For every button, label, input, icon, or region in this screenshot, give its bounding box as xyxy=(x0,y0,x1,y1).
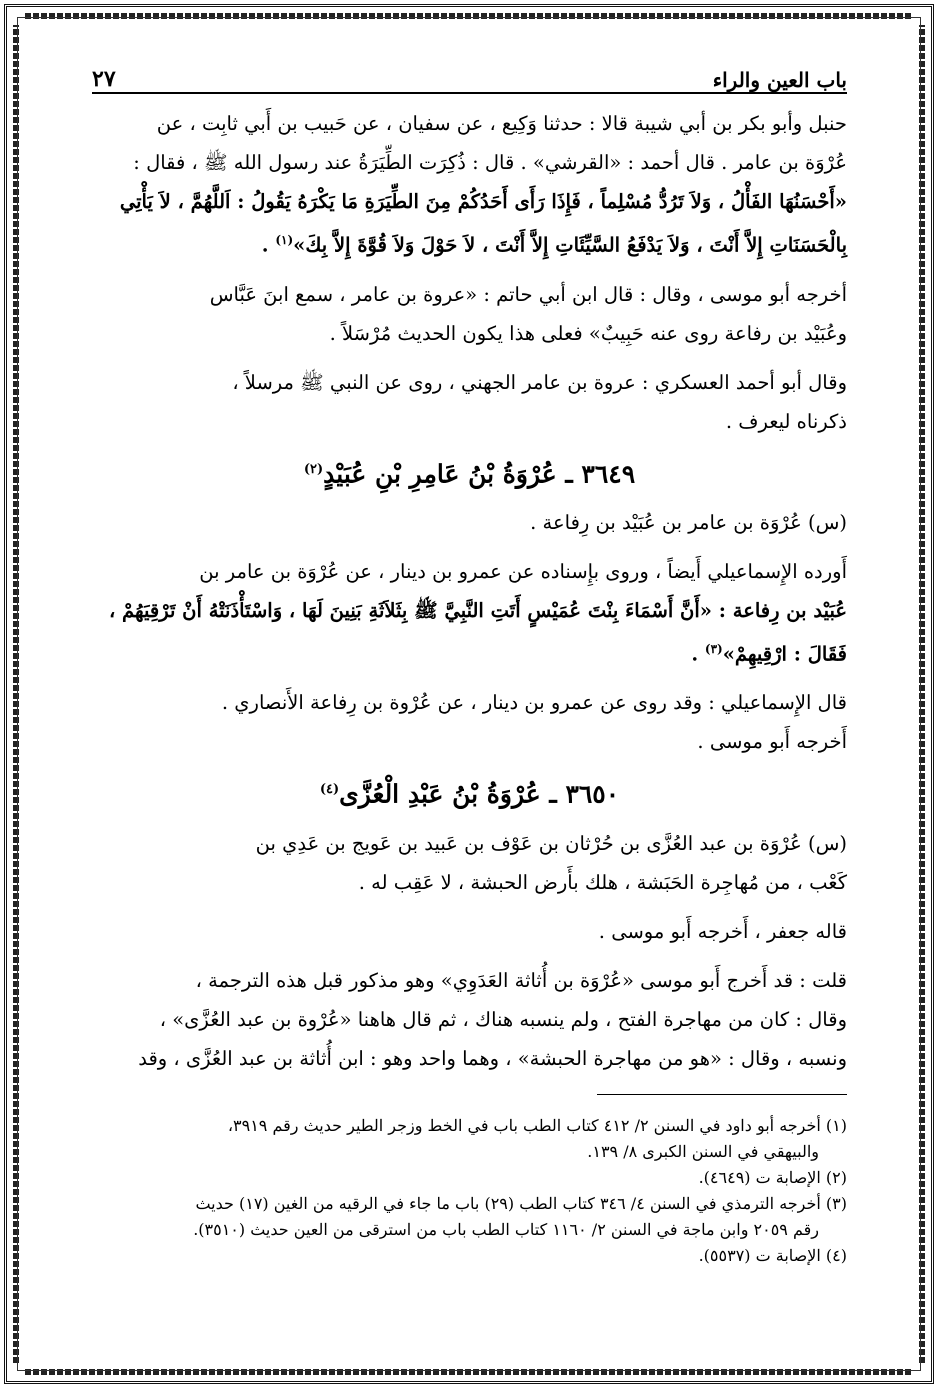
footnote-3: (٣) أخرجه الترمذي في السنن ٤/ ٣٤٦ كتاب الطب (٢٩) باب ما جاء في الرقيه من الغين (١٧) حديث xyxy=(195,1193,847,1213)
text-line: وعُبَيْد بن رفاعة روى عنه حَبِيبٌ» فعلى هذا يكون الحديث مُرْسَلاً . xyxy=(329,321,847,345)
entry-heading: ٣٦٤٩ ـ عُرْوَةُ بْنُ عَامِرِ بْنِ عُبَيْدٍ$^{(٢)}$ xyxy=(303,458,636,488)
text-line: قال الإِسماعيلي : وقد روى عن عمرو بن دينار ، عن عُرْوة بن رِفاعة الأَنصاري . xyxy=(221,691,847,715)
footnote-ref: (١) xyxy=(275,233,294,247)
footnote-3-cont: رقم ٢٠٥٩ وابن ماجة في السنن ٢/ ١١٦٠ كتاب الطب باب من استرقى من العين حديث (٣٥١٠). xyxy=(193,1219,819,1239)
hadith-text-line: عُبَيْد بن رِفاعة : «أَنَّ أَسْمَاءَ بِنْتَ عُمَيْسٍ أَتَتِ النَّبِيَّ ﷺ بِثَلاَثَةِ بَنِينَ لَهَا ، وَاسْتَأْذَنَتْهُ أَنْ تَرْقِيَهُمْ ، xyxy=(108,598,847,622)
hadith-text-line: بِالْحَسَنَاتِ إِلاَّ أَنْتَ ، وَلاَ يَدْفَعُ السَّيِّئَاتِ إِلاَّ أَنْتَ ، لاَ حَوْلَ وَلاَ قُوَّةَ إِلاَّ بِكَ»$^{(١)}$ . xyxy=(261,233,847,257)
paragraph-5 xyxy=(92,552,847,674)
paragraph-6 xyxy=(92,683,847,761)
footnote-2: (٢) الإصابة ت (٤٦٤٩). xyxy=(698,1167,847,1187)
footnote-1-cont: والبيهقي في السنن الكبرى ٨/ ١٣٩. xyxy=(587,1141,819,1161)
paragraph-1 xyxy=(92,104,847,265)
paragraph-9 xyxy=(92,961,847,1078)
hadith-text-line: فَقَالَ : ارْقِيهِمْ»$^{(٣)}$ . xyxy=(691,641,847,666)
text-line: عُرْوَة بن عامر . قال أحمد : «القرشي» . قال : ذُكِرَت الطِّيَرَةُ عند رسول الله ﷺ ، فقال : xyxy=(133,151,847,174)
paragraph-2 xyxy=(92,275,847,353)
text-line: (س) عُرْوَة بن عامر بن عُبَيْد بن رِفاعة . xyxy=(530,510,847,534)
text-line: قلت : قد أَخرج أَبو موسى «عُرْوَة بن أُثاثة العَدَوِي» وهو مذكور قبل هذه الترجمة ، xyxy=(195,968,847,992)
paragraph-8 xyxy=(92,912,847,951)
text-line: ذكرناه ليعرف . xyxy=(725,409,847,433)
text-line: أَورده الإِسماعيلي أَيضاً ، وروى بإِسناده عن عمرو بن دينار ، عن عُرْوَة بن عامر بن xyxy=(199,559,847,583)
text-line: أخرجه أبو موسى ، وقال : قال ابن أبي حاتم : «عروة بن عامر ، سمع ابنَ عَبَّاس xyxy=(209,282,847,306)
text-line: قاله جعفر ، أَخرجه أَبو موسى . xyxy=(598,919,847,943)
entry-heading: ٣٦٥٠ ـ عُرْوَةُ بْنُ عَبْدِ الْعُزَّى$^{(٤)}$ xyxy=(319,779,620,809)
paragraph-7 xyxy=(92,824,847,902)
footnote-1: (١) أخرجه أبو داود في السنن ٢/ ٤١٢ كتاب الطب باب في الخط وزجر الطير حديث رقم ٣٩١٩، xyxy=(227,1115,847,1135)
footnotes xyxy=(92,1113,847,1269)
text-line: (س) عُرْوَة بن عبد العُزَّى بن حُرْثان بن عَوْف بن عَبيد بن عَويج بن عَدِي بن xyxy=(255,831,847,855)
text-line: ونسبه ، وقال : «هو من مهاجرة الحبشة» ، وهما واحد وهو : ابن أُثاثة بن عبد العُزَّى ، وقد xyxy=(138,1046,847,1070)
footnote-ref: (٣) xyxy=(704,641,723,656)
text-line: وقال أبو أحمد العسكري : عروة بن عامر الجهني ، روى عن النبي ﷺ مرسلاً ، xyxy=(232,370,847,394)
page-header xyxy=(92,58,847,94)
text-line: وقال : كان من مهاجرة الفتح ، ولم ينسبه هناك ، ثم قال هاهنا «عُرْوة بن عبد العُزَّى» ، xyxy=(159,1007,847,1031)
page-number: ٢٧ xyxy=(92,66,116,92)
text-line: كَعْب ، من مُهاجِرة الحَبَشة ، هلك بأَرض الحبشة ، لا عَقِب له . xyxy=(358,870,847,894)
running-title: باب العين والراء xyxy=(712,68,847,92)
footnote-ref: (٤) xyxy=(319,782,340,798)
text-line: حنبل وأبو بكر بن أبي شيبة قالا : حدثنا وَكِيع ، عن سفيان ، عن حَبيب بن أَبي ثابِت ، عن xyxy=(156,112,847,135)
text-line: أَخرجه أَبو موسى . xyxy=(697,730,847,754)
paragraph-3 xyxy=(92,363,847,441)
paragraph-4 xyxy=(92,503,847,542)
footnote-4: (٤) الإصابة ت (٥٥٣٧). xyxy=(698,1245,847,1265)
footnote-ref: (٢) xyxy=(303,461,324,477)
hadith-text-line: «أَحْسَنُهَا الفَأْلُ ، وَلاَ تَرُدُّ مُسْلِماً ، فَإِذَا رَأَى أَحَدُكُمْ مِنَ الطِّيَرَةِ مَا يَكْرَهُ يَقُولُ : اَللَّهُمَّ ، لاَ يَأْتِي xyxy=(119,190,847,213)
footnote-separator xyxy=(597,1094,847,1095)
page-content xyxy=(92,58,847,1269)
